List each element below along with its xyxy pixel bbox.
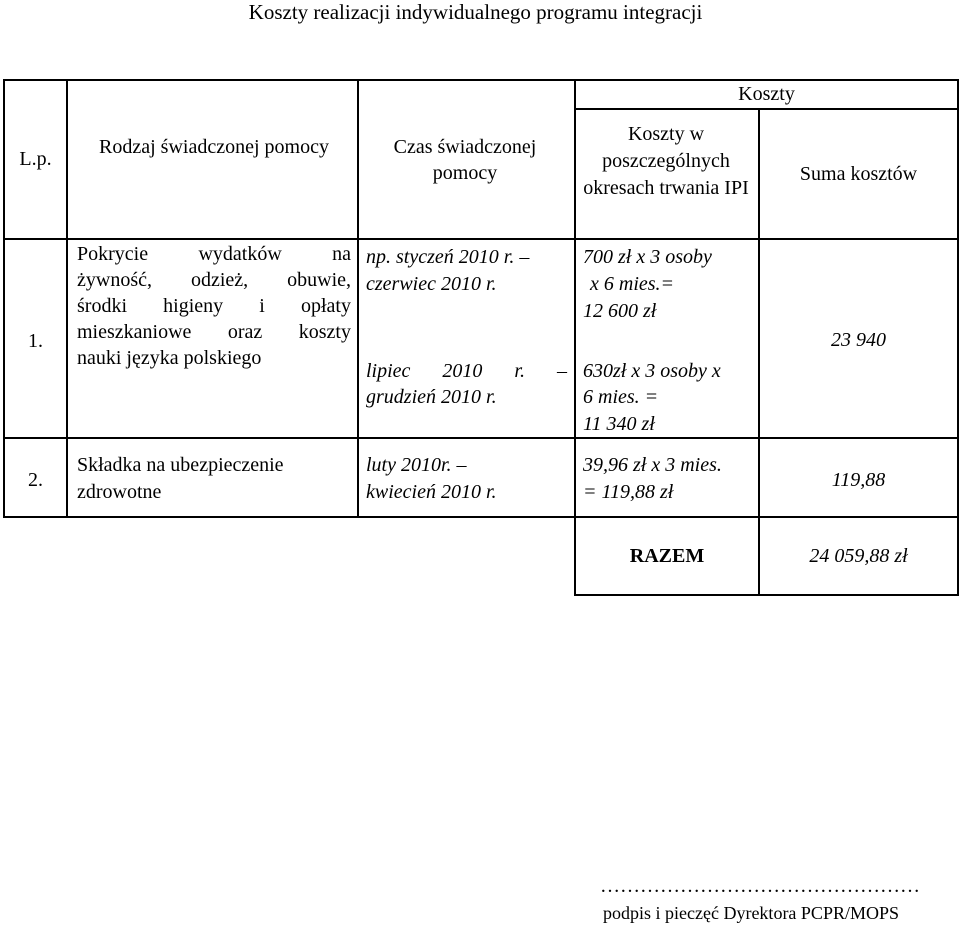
row2-czas-line2: kwiecień 2010 r. <box>366 481 497 503</box>
row1-rodzaj-line: mieszkaniowe oraz koszty <box>77 321 351 343</box>
row2-suma: 119,88 <box>831 469 886 491</box>
row1-czas-2-line1: lipiec 2010 r. – <box>366 360 567 382</box>
signature-line: ………………………………………… <box>600 875 920 897</box>
row2-czas-line1: luty 2010r. – <box>366 454 467 476</box>
row1-koszt-1-line2: x 6 mies.= <box>590 273 675 295</box>
row1-czas-2-line2: grudzień 2010 r. <box>366 386 497 408</box>
header-suma: Suma kosztów <box>799 163 918 185</box>
signature-label: podpis i pieczęć Dyrektora PCPR/MOPS <box>603 903 899 923</box>
row2-rodzaj-line2: zdrowotne <box>77 481 162 503</box>
row2-rodzaj-line1: Składka na ubezpieczenie <box>77 454 284 476</box>
total-value: 24 059,88 zł <box>809 545 908 567</box>
header-czas: Czas świadczonej pomocy <box>393 136 537 184</box>
row1-rodzaj-line: żywność, odzież, obuwie, <box>77 269 351 291</box>
row1-koszt-1-line1: 700 zł x 3 osoby <box>583 246 712 268</box>
row2-lp: 2. <box>28 469 43 491</box>
row1-lp: 1. <box>28 330 43 352</box>
row1-rodzaj-line: nauki języka polskiego <box>77 347 262 369</box>
row1-rodzaj-line: środki higieny i opłaty <box>77 295 351 317</box>
row1-koszt-1-line3: 12 600 zł <box>583 300 657 322</box>
header-koszty-okresy: Koszty w poszczególnych okresach trwania IPI <box>583 123 749 199</box>
row1-koszt-2-line3: 11 340 zł <box>583 413 655 435</box>
row1-suma: 23 940 <box>831 329 886 351</box>
total-label: RAZEM <box>629 545 705 567</box>
row1-czas-1-line1: np. styczeń 2010 r. – <box>366 246 530 268</box>
row1-rodzaj-line: Pokrycie wydatków na <box>77 243 351 265</box>
header-koszty-group: Koszty <box>738 83 795 105</box>
document-title: Koszty realizacji indywidualnego programu integracji <box>248 0 703 24</box>
header-rodzaj: Rodzaj świadczonej pomocy <box>99 136 329 158</box>
row1-koszt-2-line1: 630zł x 3 osoby x <box>583 360 721 382</box>
row2-koszt-line2: = 119,88 zł <box>583 481 674 503</box>
row1-koszt-2-line2: 6 mies. = <box>583 386 659 408</box>
row1-rodzaj <box>77 241 351 371</box>
row2-koszt-line1: 39,96 zł x 3 mies. <box>583 454 722 476</box>
row1-czas-1-line2: czerwiec 2010 r. <box>366 273 497 295</box>
header-lp: L.p. <box>19 148 52 170</box>
